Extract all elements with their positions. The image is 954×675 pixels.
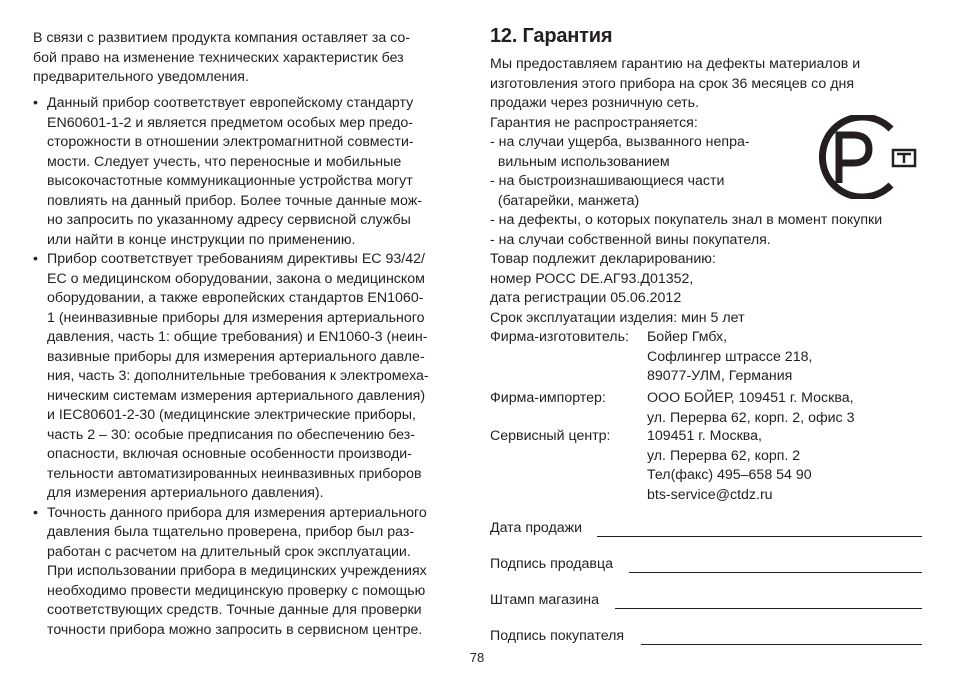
text-line: тельности автоматизированных неинвазивных приборов — [47, 465, 422, 482]
bullet-marker: • — [33, 251, 38, 267]
text-line: для измерения артериального давления). — [47, 485, 324, 501]
sale-date-line[interactable] — [597, 536, 922, 537]
text-line: точности прибора можно запросить в сервисном центре. — [47, 621, 423, 638]
text-line: или найти в конце инструкции по применению. — [47, 231, 356, 248]
seller-signature-field[interactable] — [490, 555, 922, 575]
manufacturer-label: Фирма-изготовитель: — [490, 329, 629, 345]
text-line: дата регистрации 05.06.2012 — [490, 290, 682, 306]
logo-c-arc — [822, 117, 891, 197]
text-line: - на случаи ущерба, вызванного непра- — [490, 134, 750, 150]
store-stamp-line[interactable] — [615, 608, 922, 609]
text-line: оборудовании, а также европейских стандартов EN1060- — [47, 290, 424, 306]
page-number: 78 — [469, 650, 485, 665]
sale-date-label: Дата продажи — [490, 520, 583, 536]
bullet-list — [33, 94, 465, 640]
text-line: ООО БОЙЕР, 109451 г. Москва, — [647, 390, 854, 406]
text-line: Точность данного прибора для измерения артериального — [47, 504, 427, 521]
text-line: Тел(факс) 495–658 54 90 — [647, 467, 812, 483]
text-line: ЕС о медицинском оборудовании, закона о медицинском — [47, 270, 425, 287]
text-line: соответствующих средств. Точные данные для проверки — [47, 602, 422, 618]
text-line: сторожности в отношении электромагнитной совмести- — [47, 134, 414, 150]
rostest-certification-mark-icon — [819, 115, 919, 199]
buyer-signature-label: Подпись покупателя — [490, 628, 625, 644]
bullet-item — [33, 504, 465, 641]
text-line: но запросить по указанному адресу сервисной службы — [47, 212, 411, 228]
text-line: опасности, включая основные особенности производи- — [47, 446, 412, 462]
text-line: ния, часть 3: дополнительные требования к электромеха- — [47, 368, 429, 384]
text-line: вильным использованием — [490, 153, 670, 170]
text-line: Срок эксплуатации изделия: мин 5 лет — [490, 309, 745, 326]
store-stamp-field[interactable] — [490, 591, 922, 611]
section-heading: 12. Гарантия — [490, 25, 613, 47]
text-line: Софлингер штрассе 218, — [647, 348, 813, 365]
text-line: вазивные приборы для измерения артериального давле- — [47, 348, 425, 365]
bullet-item — [33, 94, 465, 250]
bullet-marker: • — [33, 95, 38, 111]
bullet-marker: • — [33, 504, 38, 521]
text-line: и IEC80601-2-30 (медицинские электрические приборы, — [47, 407, 416, 423]
text-line: В связи с развитием продукта компания оставляет за со- — [33, 30, 411, 46]
text-line: 109451 г. Москва, — [647, 428, 762, 444]
text-line: предварительного уведомления. — [33, 69, 249, 85]
text-line: bts-service@ctdz.ru — [647, 486, 773, 503]
seller-signature-line[interactable] — [629, 572, 922, 573]
text-line: давления, часть 1: общие требования) и EN1060-3 (неин- — [47, 329, 428, 345]
text-line: мости. Следует учесть, что переносные и мобильные — [47, 153, 402, 170]
text-line: Гарантия не распространяется: — [490, 114, 698, 131]
logo-p-letter — [839, 135, 869, 183]
sale-date-field[interactable] — [490, 519, 922, 539]
text-line: часть 2 – 30: особые предписания по обеспечению без- — [47, 426, 415, 443]
text-line: номер РОСС DE.АГ93.Д01352, — [490, 270, 694, 287]
buyer-signature-line[interactable] — [641, 644, 922, 645]
store-stamp-label: Штамп магазина — [490, 592, 600, 608]
text-line: высокочастотные коммуникационные устройства могут — [47, 173, 413, 189]
bullet-item — [33, 250, 465, 504]
service-label: Сервисный центр: — [490, 428, 611, 444]
importer-label: Фирма-импортер: — [490, 390, 606, 406]
text-line: Бойер Гмбх, — [647, 329, 728, 345]
text-line: Товар подлежит декларированию: — [490, 251, 716, 267]
text-line: ул. Перерва 62, корп. 2, офис 3 — [647, 409, 855, 426]
text-line: необходимо провести медицинскую проверку с помощью — [47, 582, 426, 599]
text-line: ническим системам измерения артериального давления) — [47, 387, 426, 404]
text-line: 89077-УЛМ, Германия — [647, 368, 793, 384]
text-line: ул. Перерва 62, корп. 2 — [647, 447, 801, 464]
text-line: - на дефекты, о которых покупатель знал в момент покупки — [490, 212, 883, 228]
text-line: - на случаи собственной вины покупателя. — [490, 231, 771, 248]
seller-signature-label: Подпись продавца — [490, 556, 613, 572]
text-line: 1 (неинвазивные приборы для измерения артериального — [47, 309, 425, 326]
buyer-signature-field[interactable] — [490, 627, 922, 647]
text-line: Данный прибор соответствует европейскому стандарту — [47, 95, 414, 111]
text-line: работан с расчетом на длительный срок эксплуатации. — [47, 543, 411, 560]
text-line: изготовления этого прибора на срок 36 месяцев со дня — [490, 75, 855, 92]
text-line: продажи через розничную сеть. — [490, 95, 700, 111]
text-line: - на быстроизнашивающиеся части — [490, 173, 725, 189]
text-line: Мы предоставляем гарантию на дефекты материалов и — [490, 56, 861, 72]
text-line: EN60601-1-2 и является предметом особых мер предо- — [47, 114, 413, 131]
intro-paragraph — [33, 29, 465, 88]
text-line: повлиять на данный прибор. Более точные данные мож- — [47, 192, 422, 209]
text-line: давления была тщательно проверена, прибор был раз- — [47, 524, 415, 540]
text-line: бой право на изменение технических характеристик без — [33, 49, 404, 66]
text-line: Прибор соответствует требованиям директивы ЕС 93/42/ — [47, 251, 425, 267]
text-line: (батарейки, манжета) — [490, 192, 640, 209]
text-line: При использовании прибора в медицинских учреждениях — [47, 563, 427, 579]
